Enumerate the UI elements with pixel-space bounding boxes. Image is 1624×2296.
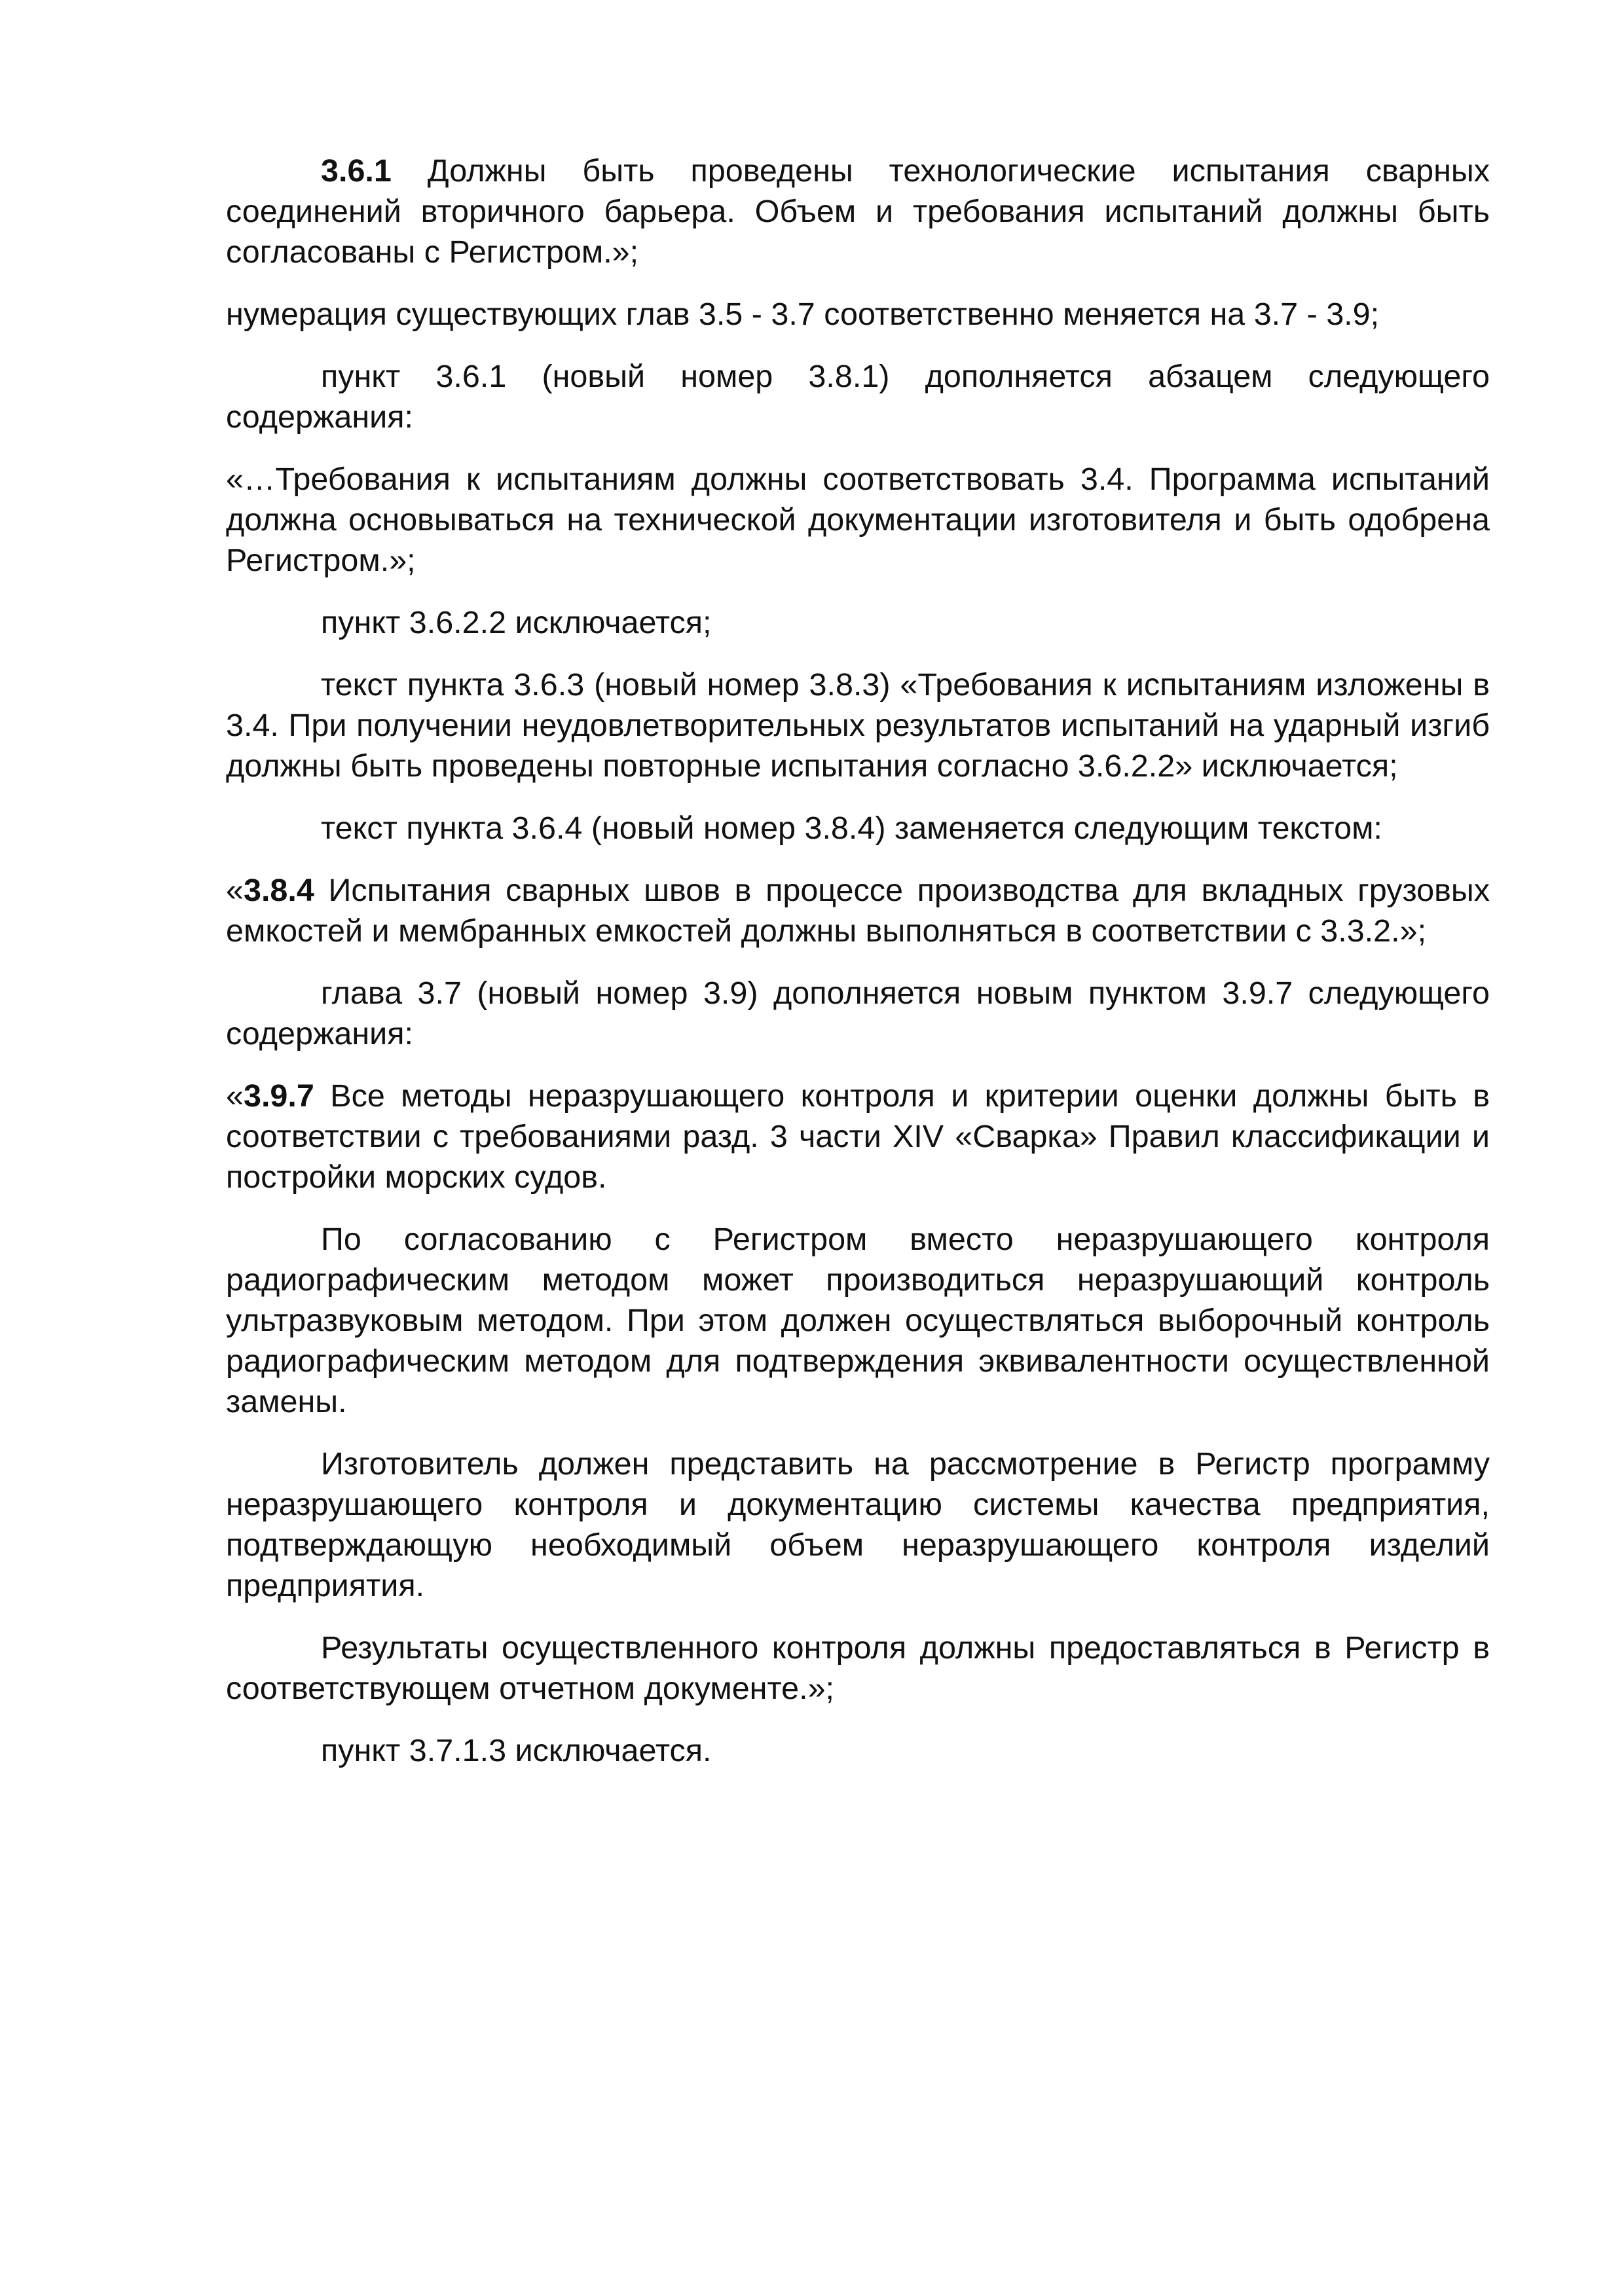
paragraph-3-9-7 xyxy=(226,1076,1490,1197)
paragraph-text: «…Требования к испытаниям должны соответствовать 3.4. Программа испытаний должна основываться на технической документации изготовителя и быть одобрена Регистром.»; xyxy=(226,462,1490,578)
clause-number: 3.9.7 xyxy=(243,1078,314,1114)
paragraph-chapter-3-7-addition xyxy=(226,973,1490,1054)
clause-number: 3.8.4 xyxy=(243,873,314,908)
paragraph-text: Все методы неразрушающего контроля и критерии оценки должны быть в соответствии с требованиями разд. 3 части XIV «Сварка» Правил классификации и постройки морских судов. xyxy=(226,1078,1490,1195)
paragraph-clause-3-6-4-replaced xyxy=(226,808,1490,848)
paragraph-clause-3-6-1-amendment xyxy=(226,356,1490,437)
paragraph-text: Испытания сварных швов в процессе производства для вкладных грузовых емкостей и мембранных емкостей должны выполняться в соответствии с 3.3.2.»; xyxy=(226,873,1490,949)
paragraph-3-8-4 xyxy=(226,870,1490,951)
paragraph-text: текст пункта 3.6.3 (новый номер 3.8.3) «Требования к испытаниям изложены в 3.4. При получении неудовлетворительных результатов испытаний на ударный изгиб должны быть проведены повторные испытания согласно 3.6.2.2» исключается; xyxy=(226,667,1490,784)
paragraph-text: пункт 3.6.2.2 исключается; xyxy=(321,605,712,640)
paragraph-inspection-results xyxy=(226,1628,1490,1709)
paragraph-text: По согласованию с Регистром вместо неразрушающего контроля радиографическим методом может производиться неразрушающий контроль ультразвуковым методом. При этом должен осуществляться выборочный контроль радиографическим методом для подтверждения эквивалентности осуществленной замены. xyxy=(226,1222,1490,1419)
paragraph-chapter-renumbering xyxy=(226,294,1490,335)
paragraph-ultrasonic-substitution xyxy=(226,1219,1490,1422)
paragraph-clause-3-7-1-3-deleted xyxy=(226,1730,1490,1771)
paragraph-text: текст пункта 3.6.4 (новый номер 3.8.4) заменяется следующим текстом: xyxy=(321,811,1382,846)
document-page xyxy=(226,151,1490,1793)
paragraph-text: нумерация существующих глав 3.5 - 3.7 соответственно меняется на 3.7 - 3.9; xyxy=(226,297,1380,332)
paragraph-clause-3-6-2-2-deleted xyxy=(226,602,1490,643)
paragraph-text: Должны быть проведены технологические испытания сварных соединений вторичного барьера. Объем и требования испытаний должны быть согласованы с Регистром.»; xyxy=(226,153,1490,270)
quote-mark: « xyxy=(226,1078,244,1114)
paragraph-text: глава 3.7 (новый номер 3.9) дополняется новым пунктом 3.9.7 следующего содержания: xyxy=(226,975,1490,1051)
clause-number: 3.6.1 xyxy=(321,153,392,189)
paragraph-text: пункт 3.6.1 (новый номер 3.8.1) дополняется абзацем следующего содержания: xyxy=(226,359,1490,435)
paragraph-text: Изготовитель должен представить на рассмотрение в Регистр программу неразрушающего контроля и документацию системы качества предприятия, подтверждающую необходимый объем неразрушающего контроля изделий предприятия. xyxy=(226,1446,1490,1603)
paragraph-text: пункт 3.7.1.3 исключается. xyxy=(321,1733,712,1768)
paragraph-3-6-1 xyxy=(226,151,1490,272)
paragraph-quoted-test-requirements xyxy=(226,459,1490,581)
paragraph-manufacturer-program xyxy=(226,1444,1490,1606)
paragraph-clause-3-6-3-deleted xyxy=(226,665,1490,786)
quote-mark: « xyxy=(226,873,244,908)
paragraph-text: Результаты осуществленного контроля должны предоставляться в Регистр в соответствующем отчетном документе.»; xyxy=(226,1630,1490,1706)
